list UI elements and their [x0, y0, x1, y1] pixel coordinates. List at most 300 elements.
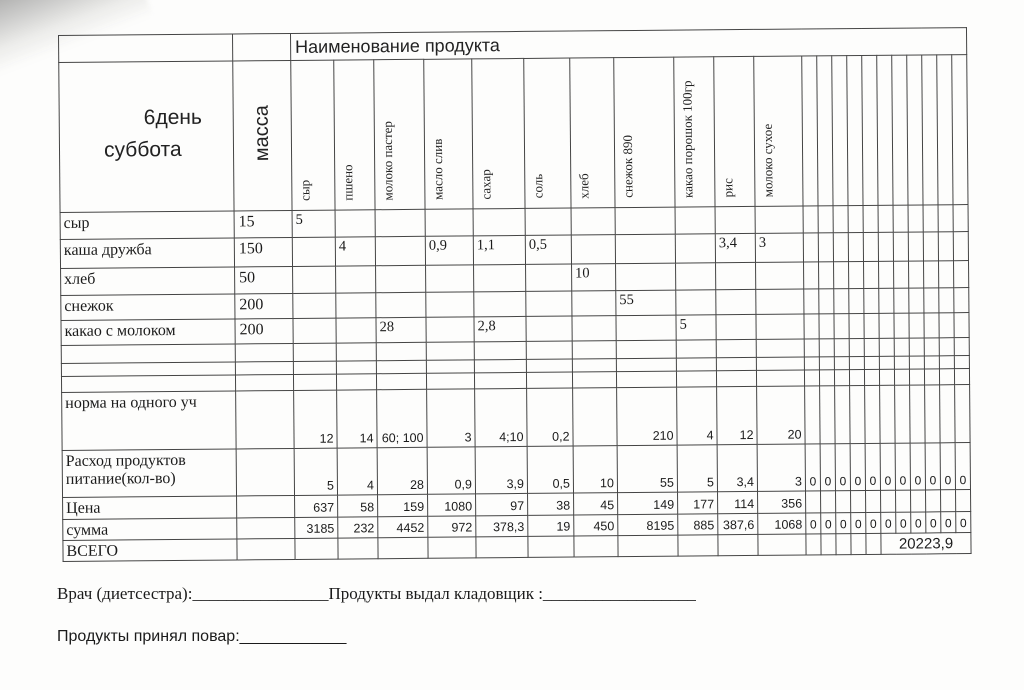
cell — [834, 262, 849, 289]
norma-value-cell: 14 — [337, 390, 378, 448]
norma-label-cell: норма на одного уч — [62, 391, 236, 451]
cell — [894, 369, 909, 385]
value-cell: 4 — [335, 237, 375, 266]
cell — [804, 370, 819, 386]
cell — [572, 359, 616, 372]
zero-cell: 0 — [806, 513, 821, 534]
cell — [833, 206, 848, 233]
day-name: суббота — [103, 137, 182, 162]
products-title-cell: Наименование продукта — [290, 28, 966, 61]
column-header-row — [59, 55, 968, 213]
cell — [939, 356, 954, 369]
cell — [237, 517, 295, 539]
cell — [954, 338, 969, 356]
value-cell — [675, 207, 715, 234]
cell — [892, 55, 908, 205]
cell — [820, 386, 836, 444]
cell — [804, 262, 819, 289]
cell — [836, 534, 851, 555]
cell — [878, 205, 893, 232]
summa-value-cell: 378,3 — [476, 515, 528, 536]
product-header-label: сыр — [297, 179, 313, 201]
value-cell: 55 — [616, 290, 676, 316]
cell — [924, 261, 939, 288]
cell — [378, 537, 428, 558]
cell — [376, 373, 426, 389]
cell — [909, 338, 924, 356]
zero-cell: 0 — [821, 513, 836, 534]
cell — [881, 490, 896, 512]
zero-cell: 0 — [851, 512, 866, 533]
summa-value-cell: 19 — [528, 515, 574, 536]
cell — [232, 33, 290, 61]
cell — [59, 34, 233, 63]
cell — [909, 369, 924, 385]
cena-value-cell: 149 — [618, 492, 678, 515]
cell — [849, 338, 864, 356]
cell — [896, 490, 911, 512]
zero-cell: 0 — [896, 512, 911, 533]
value-cell: 2,8 — [474, 316, 526, 341]
cell — [756, 339, 804, 357]
value-cell — [375, 236, 425, 265]
cena-value-cell: 114 — [718, 491, 758, 513]
zero-cell: 0 — [925, 443, 940, 490]
cell — [834, 289, 849, 314]
cena-label-cell: Цена — [63, 496, 237, 520]
norma-value-cell: 60; 100 — [377, 389, 428, 447]
value-cell — [336, 293, 376, 318]
cell — [819, 262, 834, 289]
value-cell — [616, 263, 676, 291]
value-cell — [615, 234, 675, 264]
rashod-label-cell — [62, 449, 236, 498]
cell — [718, 534, 758, 555]
product-header-cell — [291, 60, 335, 210]
summa-value-cell: 8195 — [618, 514, 678, 536]
norma-value-cell: 20 — [757, 386, 806, 444]
zero-cell: 0 — [926, 512, 941, 533]
cell — [924, 338, 939, 356]
norma-row — [62, 385, 971, 451]
rashod-value-cell: 5 — [294, 448, 337, 495]
zero-cell: 0 — [866, 512, 881, 533]
zero-cell: 0 — [940, 443, 955, 490]
cell — [821, 491, 836, 513]
product-header-label: соль — [530, 174, 546, 199]
cell — [939, 338, 954, 356]
cell — [954, 369, 969, 385]
cell — [849, 369, 864, 385]
value-cell — [474, 291, 526, 316]
cell — [953, 205, 968, 232]
product-header-label: молоко пастер — [379, 120, 396, 201]
cell — [716, 339, 756, 357]
cell — [834, 314, 849, 339]
cell — [426, 373, 474, 389]
cell — [850, 385, 866, 443]
product-header-cell — [374, 59, 425, 209]
cell — [804, 357, 819, 370]
cell — [819, 370, 834, 386]
cell — [676, 371, 716, 387]
cell — [924, 356, 939, 369]
value-cell — [375, 209, 425, 236]
cell — [924, 369, 939, 385]
norma-value-cell: 210 — [617, 387, 678, 446]
value-cell — [376, 292, 426, 317]
zero-cell: 0 — [880, 443, 895, 490]
value-cell — [335, 210, 375, 237]
cell — [851, 533, 866, 554]
value-cell — [755, 206, 803, 233]
day-cell — [59, 61, 234, 213]
cell — [804, 289, 819, 314]
rashod-value-cell: 10 — [573, 446, 617, 493]
cell — [908, 232, 923, 261]
product-header-label: молоко сухое — [759, 123, 776, 197]
product-header-cell — [674, 57, 715, 207]
value-cell — [525, 208, 571, 235]
cell — [941, 490, 956, 512]
product-header-cell — [714, 56, 755, 206]
menu-requirement-sheet — [58, 27, 972, 562]
summa-value-cell: 450 — [574, 515, 618, 536]
product-header-cell — [472, 58, 525, 208]
signature-line-2 — [57, 628, 346, 646]
cell — [61, 344, 235, 364]
cell — [864, 338, 879, 356]
cell — [907, 55, 923, 205]
value-cell — [756, 314, 804, 339]
value-cell — [526, 264, 572, 291]
product-header-cell — [334, 60, 375, 210]
storekeeper-signature-line: __________________ — [542, 584, 696, 603]
value-cell — [426, 292, 474, 317]
product-header-label: рис — [720, 177, 736, 198]
mass-value-cell: 15 — [234, 210, 292, 238]
summa-label-cell: сумма — [63, 518, 237, 541]
cell — [474, 341, 526, 359]
cell — [833, 233, 848, 262]
value-cell: 0,5 — [525, 235, 571, 264]
cell — [924, 288, 939, 313]
doctor-label: Врач (диетсестра): — [57, 584, 193, 603]
cell — [716, 357, 756, 370]
cell — [834, 357, 849, 370]
dish-name-cell: каша дружба — [60, 238, 234, 269]
value-cell — [676, 263, 716, 290]
cell — [849, 313, 864, 338]
cell — [805, 386, 821, 444]
rashod-value-cell: 4 — [337, 448, 377, 495]
cell — [879, 261, 894, 288]
cell — [909, 261, 924, 288]
value-cell: 28 — [376, 317, 426, 342]
cell — [952, 55, 968, 205]
cell — [923, 232, 938, 261]
cell — [426, 342, 474, 360]
cell — [878, 232, 893, 261]
cell — [894, 261, 909, 288]
zero-cell: 0 — [820, 444, 835, 491]
grand-total-cell: 20223,9 — [881, 533, 971, 555]
cell — [909, 288, 924, 313]
cell — [338, 538, 378, 559]
rashod-label-line2: питание(кол-во) — [65, 469, 176, 488]
rashod-value-cell: 3 — [757, 444, 805, 491]
value-cell — [336, 318, 376, 343]
rashod-row — [62, 443, 970, 498]
cell — [61, 375, 235, 393]
cell — [818, 233, 833, 262]
cell — [939, 261, 954, 288]
product-header-cell — [524, 58, 571, 208]
cell — [909, 313, 924, 338]
cena-value-cell: 637 — [295, 495, 338, 517]
cell — [819, 289, 834, 314]
cell — [893, 205, 908, 232]
vsego-label-cell: ВСЕГО — [63, 539, 237, 562]
cell — [618, 535, 678, 557]
zero-cell: 0 — [850, 443, 865, 490]
value-cell — [293, 318, 336, 343]
value-cell — [474, 264, 526, 291]
mass-header-cell — [233, 60, 292, 211]
product-header-cell — [754, 56, 803, 206]
cell — [895, 385, 911, 443]
cell — [376, 360, 426, 373]
value-cell: 1,1 — [473, 235, 525, 264]
cell — [939, 288, 954, 313]
value-cell — [293, 293, 336, 318]
cell — [336, 343, 376, 361]
mass-value-cell: 150 — [234, 237, 292, 267]
product-header-cell — [424, 59, 473, 209]
zero-cell: 0 — [881, 512, 896, 533]
cell — [847, 55, 863, 205]
cell — [849, 356, 864, 369]
cell — [925, 385, 941, 443]
cell — [851, 490, 866, 512]
cell — [938, 232, 953, 261]
cell — [939, 313, 954, 338]
cell — [866, 490, 881, 512]
value-cell — [571, 235, 615, 264]
product-header-label: какао порошок 100гр — [679, 80, 696, 198]
cena-value-cell: 38 — [528, 493, 574, 515]
cell — [819, 357, 834, 370]
cell — [954, 261, 969, 288]
value-cell — [572, 291, 616, 316]
cell — [376, 342, 426, 360]
cell — [428, 537, 476, 558]
cell — [862, 55, 878, 205]
cell — [676, 340, 716, 358]
cell — [526, 372, 572, 388]
value-cell: 0,9 — [425, 236, 473, 265]
value-cell: 3 — [755, 233, 803, 262]
product-header-cell — [614, 57, 675, 208]
cena-value-cell: 97 — [476, 493, 528, 515]
cell — [922, 55, 938, 205]
dish-name-cell: сыр — [60, 211, 234, 240]
cell — [848, 232, 863, 261]
cell — [865, 385, 881, 443]
cell — [806, 491, 821, 513]
cell — [849, 288, 864, 313]
cell — [804, 339, 819, 357]
cell — [864, 313, 879, 338]
cell — [879, 369, 894, 385]
cell — [955, 385, 971, 443]
rashod-value-cell: 0,9 — [427, 447, 475, 494]
norma-value-cell — [573, 388, 618, 446]
cell — [894, 313, 909, 338]
cell — [938, 205, 953, 232]
cell — [235, 361, 293, 375]
cell — [864, 356, 879, 369]
value-cell — [715, 206, 755, 233]
value-cell — [425, 209, 473, 236]
cell — [880, 385, 896, 443]
cell — [956, 490, 971, 512]
cena-value-cell: 177 — [678, 492, 718, 514]
cell — [474, 372, 526, 388]
cell — [863, 232, 878, 261]
cell — [879, 356, 894, 369]
cell — [803, 206, 818, 233]
value-cell: 10 — [572, 264, 616, 291]
cell — [803, 233, 818, 262]
cena-value-cell: 45 — [574, 493, 618, 515]
cell — [716, 370, 756, 386]
cell — [817, 56, 833, 206]
summa-value-cell: 885 — [678, 514, 718, 535]
cell — [924, 313, 939, 338]
rashod-value-cell: 28 — [377, 447, 427, 494]
cell — [893, 232, 908, 261]
cell — [894, 338, 909, 356]
cell — [819, 314, 834, 339]
product-header-label: сахар — [478, 168, 494, 200]
value-cell — [376, 265, 426, 292]
cell — [806, 534, 821, 555]
cell — [293, 361, 336, 374]
dish-name-cell: снежок — [61, 294, 235, 321]
food-products-table — [58, 27, 972, 562]
value-cell — [616, 315, 676, 341]
cena-value-cell: 1080 — [428, 494, 476, 516]
cell — [954, 288, 969, 313]
cell — [572, 341, 616, 359]
cell — [894, 288, 909, 313]
zero-cell: 0 — [941, 512, 956, 533]
cell — [678, 535, 718, 556]
value-cell: 5 — [292, 210, 335, 237]
cell — [804, 314, 819, 339]
summa-value-cell: 972 — [428, 516, 476, 537]
value-cell — [336, 266, 376, 293]
value-cell — [676, 290, 716, 315]
zero-cell: 0 — [910, 443, 925, 490]
zero-cell: 0 — [835, 444, 850, 491]
cell — [476, 536, 528, 557]
product-header-label: хлеб — [576, 172, 592, 199]
cell — [953, 232, 968, 261]
cell — [237, 495, 295, 518]
value-cell — [426, 265, 474, 292]
cell — [818, 206, 833, 233]
dish-name-cell: хлеб — [61, 267, 235, 296]
product-header-label: снежок 890 — [619, 135, 636, 199]
cell — [894, 356, 909, 369]
product-header-cell — [570, 58, 615, 208]
cell — [293, 343, 336, 361]
summa-value-cell: 3185 — [295, 517, 338, 538]
cell — [616, 371, 676, 388]
cell — [879, 288, 894, 313]
zero-cell: 0 — [836, 513, 851, 534]
norma-value-cell: 4;10 — [475, 388, 528, 446]
cell — [911, 490, 926, 512]
cell — [572, 372, 616, 388]
product-header-label: пшено — [340, 164, 356, 201]
rashod-value-cell: 5 — [677, 445, 717, 492]
value-cell — [571, 208, 615, 235]
cell — [336, 361, 376, 374]
value-cell — [756, 289, 804, 314]
cell — [849, 261, 864, 288]
cook-label: Продукты принял повар: — [57, 628, 240, 645]
norma-value-cell: 12 — [294, 390, 338, 448]
cell — [926, 490, 941, 512]
cook-signature-line: ____________ — [239, 628, 347, 645]
rashod-value-cell: 3,4 — [717, 444, 757, 491]
norma-value-cell: 0,2 — [527, 388, 574, 446]
cell — [909, 356, 924, 369]
zero-cell: 0 — [955, 443, 971, 490]
cell — [295, 538, 338, 559]
value-cell — [526, 316, 572, 341]
cell — [954, 356, 969, 369]
cell — [819, 339, 834, 357]
cell — [235, 374, 293, 391]
cell — [879, 338, 894, 356]
mass-header-label: масса — [250, 105, 274, 162]
cell — [835, 386, 851, 444]
zero-cell: 0 — [911, 512, 926, 533]
value-cell — [756, 262, 804, 289]
cell — [235, 343, 293, 362]
zero-cell: 0 — [865, 443, 880, 490]
cell — [910, 385, 926, 443]
day-number: 6день — [143, 105, 202, 130]
rashod-value-cell: 0,5 — [527, 446, 573, 493]
cell — [864, 288, 879, 313]
value-cell — [426, 317, 474, 342]
cell — [864, 261, 879, 288]
zero-cell: 0 — [805, 444, 820, 491]
cell — [834, 370, 849, 386]
summa-value-cell: 232 — [338, 517, 378, 538]
cell — [758, 534, 806, 555]
mass-value-cell: 200 — [235, 293, 293, 319]
value-cell — [572, 316, 616, 341]
value-cell: 5 — [676, 315, 716, 340]
cell — [236, 390, 295, 449]
cena-value-cell: 159 — [378, 494, 428, 516]
